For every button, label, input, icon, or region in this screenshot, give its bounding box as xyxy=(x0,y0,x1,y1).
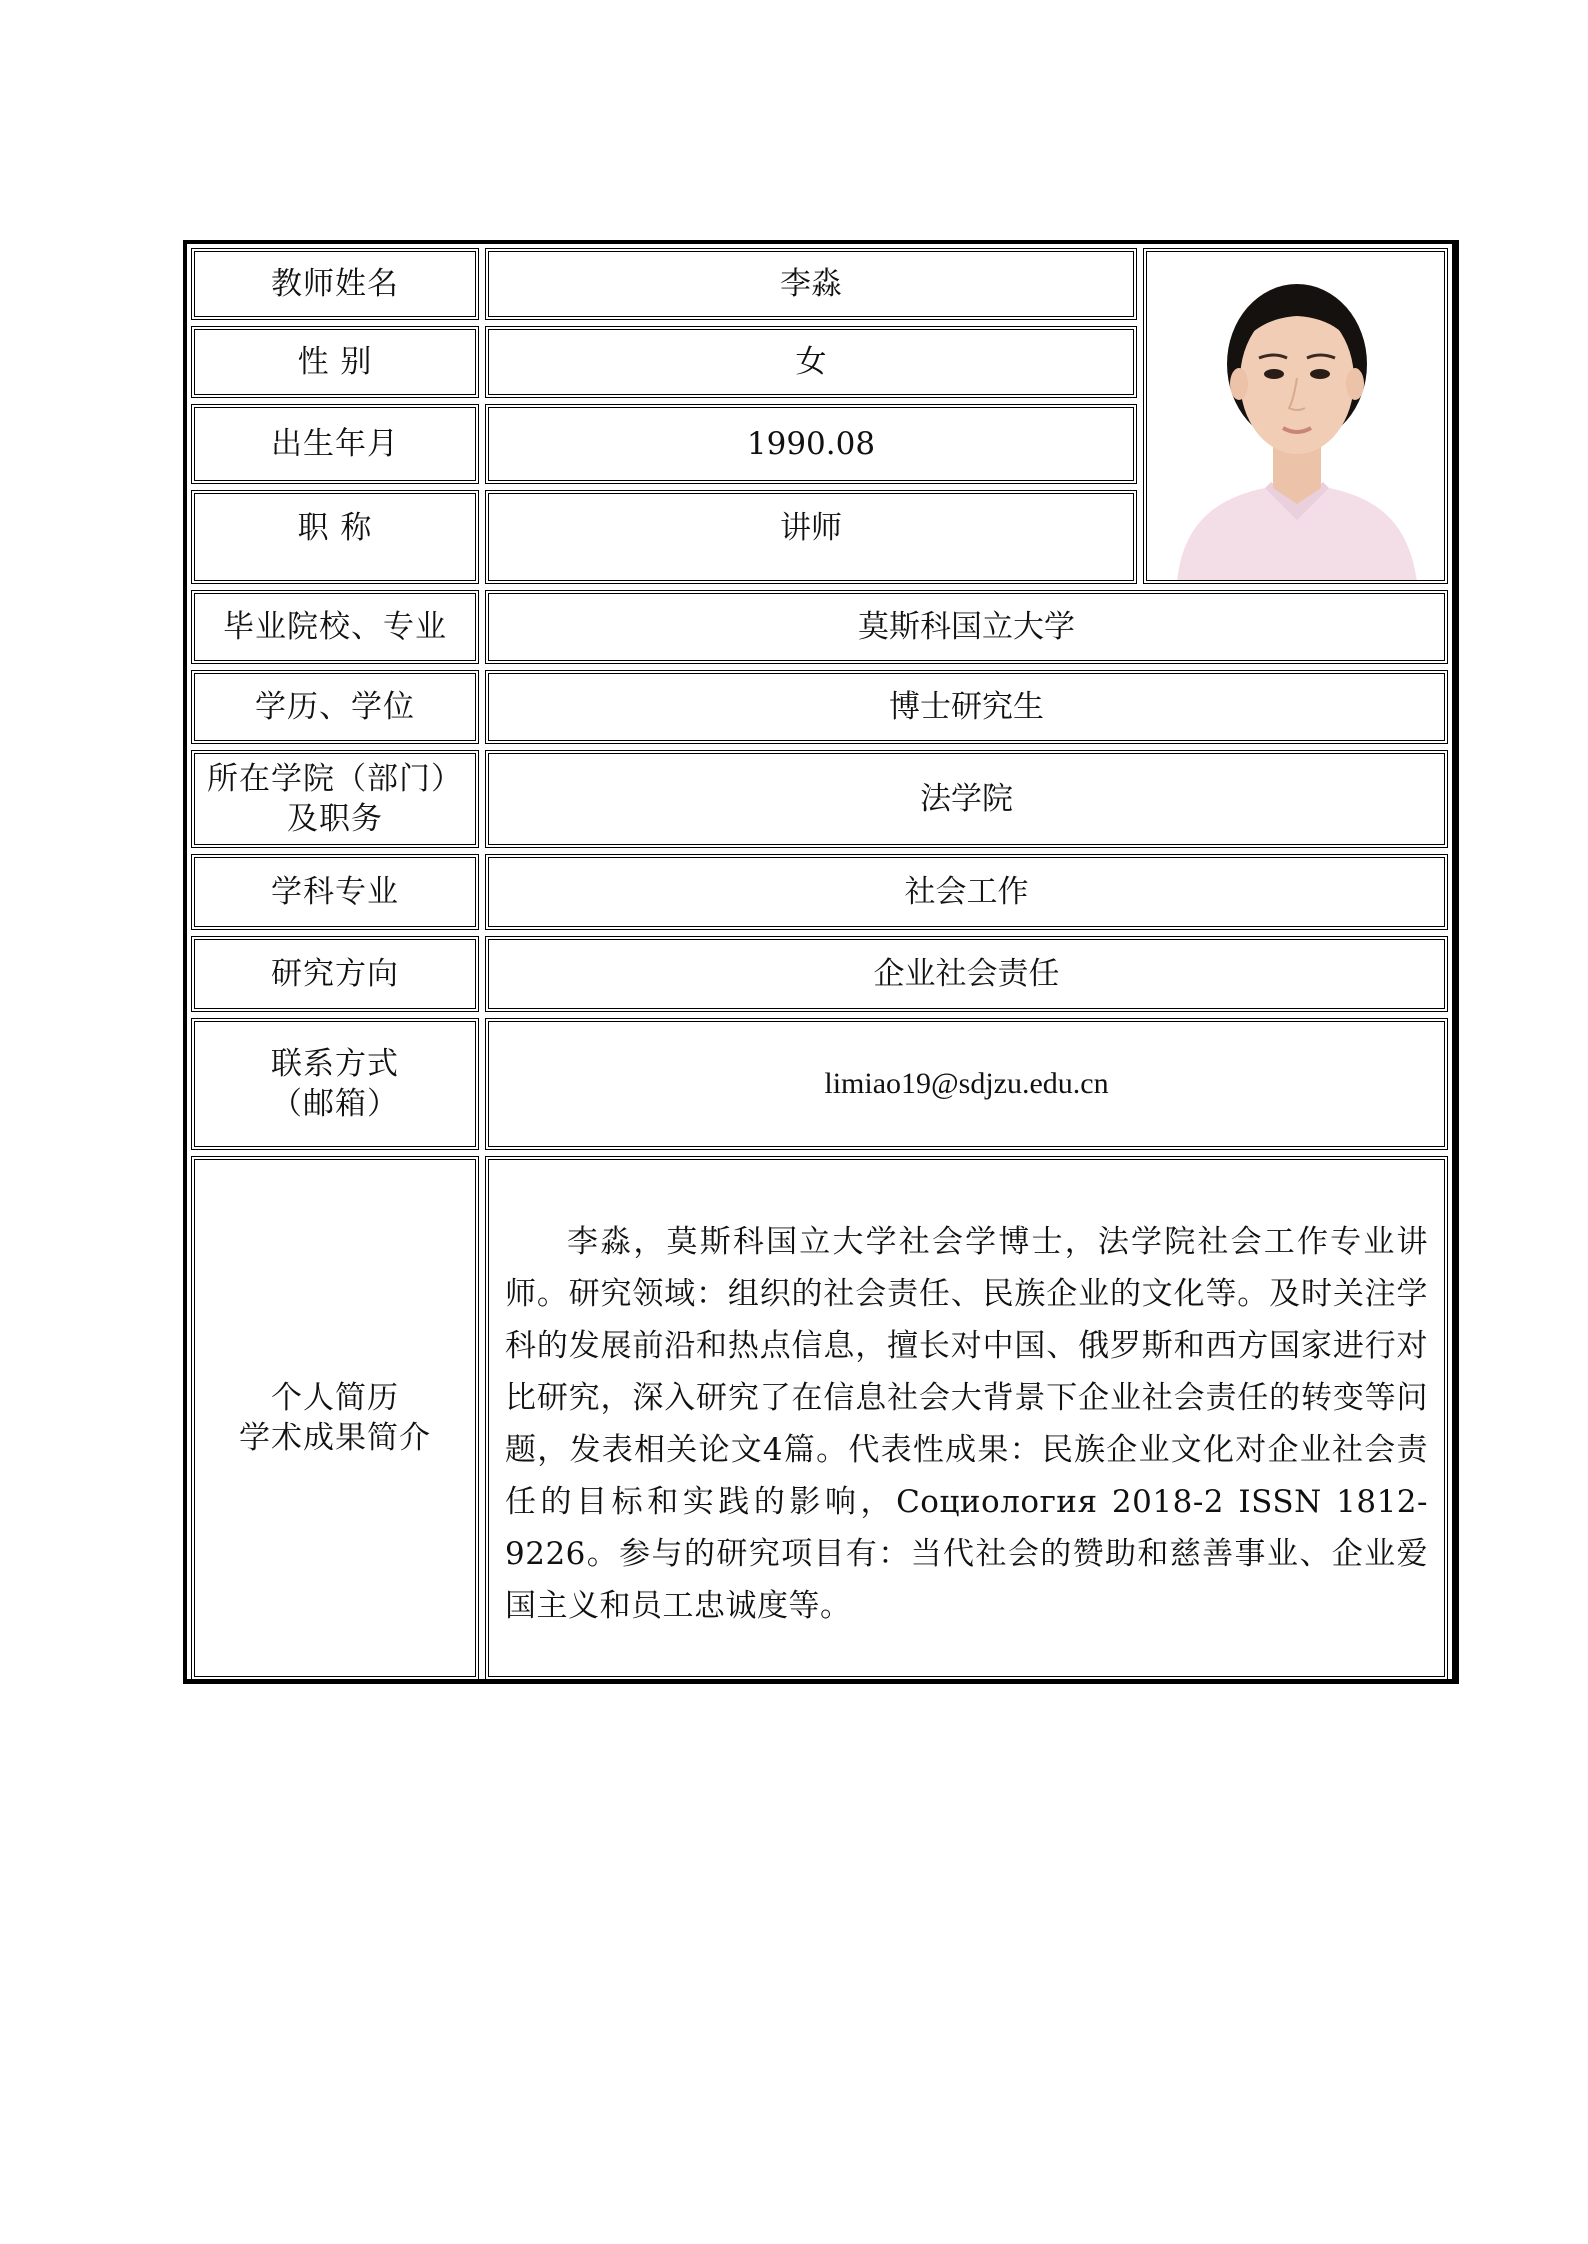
name-label-text: 教师姓名 xyxy=(271,266,399,302)
research-label xyxy=(191,936,479,1012)
bio-value xyxy=(485,1156,1448,1680)
contact-label xyxy=(191,1018,479,1150)
gender-value-text: 女 xyxy=(795,344,827,380)
department-label-line2: 及职务 xyxy=(287,801,383,837)
bio-label-line2: 学术成果简介 xyxy=(239,1420,431,1456)
graduate-value-text: 莫斯科国立大学 xyxy=(858,609,1075,645)
discipline-value-text: 社会工作 xyxy=(904,874,1029,910)
bio-text: 李淼，莫斯科国立大学社会学博士，法学院社会工作专业讲师。研究领域：组织的社会责任、民族企业的文化等。及时关注学科的发展前沿和热点信息，擅长对中国、俄罗斯和西方国家进行对比研究，深入研究了在信息社会大背景下企业社会责任的转变等问题，发表相关论文4篇。代表性成果：民族企业文化对企业社会责任的目标和实践的影响，Социология 2018-2 ISSN 1812-9226。参与的研究项目有：当代社会的赞助和慈善事业、企业爱国主义和员工忠诚度等。 xyxy=(505,1224,1428,1624)
department-label-line1: 所在学院（部门） xyxy=(207,761,463,797)
research-value-text: 企业社会责任 xyxy=(873,956,1060,992)
discipline-label xyxy=(191,854,479,930)
department-value xyxy=(485,750,1448,848)
title-label xyxy=(191,490,479,584)
teacher-info-table xyxy=(183,240,1459,1684)
title-value xyxy=(485,490,1137,584)
graduate-label-text: 毕业院校、专业 xyxy=(223,609,447,645)
discipline-value xyxy=(485,854,1448,930)
birth-value-text: 1990.08 xyxy=(746,426,876,462)
contact-label-line2: （邮箱） xyxy=(271,1086,399,1122)
birth-value xyxy=(485,404,1137,484)
research-value xyxy=(485,936,1448,1012)
gender-value xyxy=(485,326,1137,398)
portrait-photo xyxy=(1147,252,1444,580)
degree-label xyxy=(191,670,479,744)
photo-cell xyxy=(1143,248,1448,584)
department-value-text: 法学院 xyxy=(920,781,1013,817)
birth-label-text: 出生年月 xyxy=(271,426,399,462)
gender-label xyxy=(191,326,479,398)
contact-email-text: limiao19@sdjzu.edu.cn xyxy=(824,1067,1109,1100)
discipline-label-text: 学科专业 xyxy=(271,874,399,910)
bio-label xyxy=(191,1156,479,1680)
department-label xyxy=(191,750,479,848)
contact-label-line1: 联系方式 xyxy=(271,1046,399,1082)
birth-label xyxy=(191,404,479,484)
research-label-text: 研究方向 xyxy=(271,956,399,992)
graduate-label xyxy=(191,590,479,664)
name-value xyxy=(485,248,1137,320)
degree-label-text: 学历、学位 xyxy=(255,689,415,725)
degree-value-text: 博士研究生 xyxy=(889,689,1044,725)
graduate-value xyxy=(485,590,1448,664)
gender-label-text: 性 别 xyxy=(297,344,373,380)
degree-value xyxy=(485,670,1448,744)
name-value-text: 李淼 xyxy=(780,266,842,302)
contact-value xyxy=(485,1018,1448,1150)
title-value-text: 讲师 xyxy=(780,510,842,546)
title-label-text: 职 称 xyxy=(297,510,373,546)
bio-label-line1: 个人简历 xyxy=(271,1380,399,1416)
name-label xyxy=(191,248,479,320)
